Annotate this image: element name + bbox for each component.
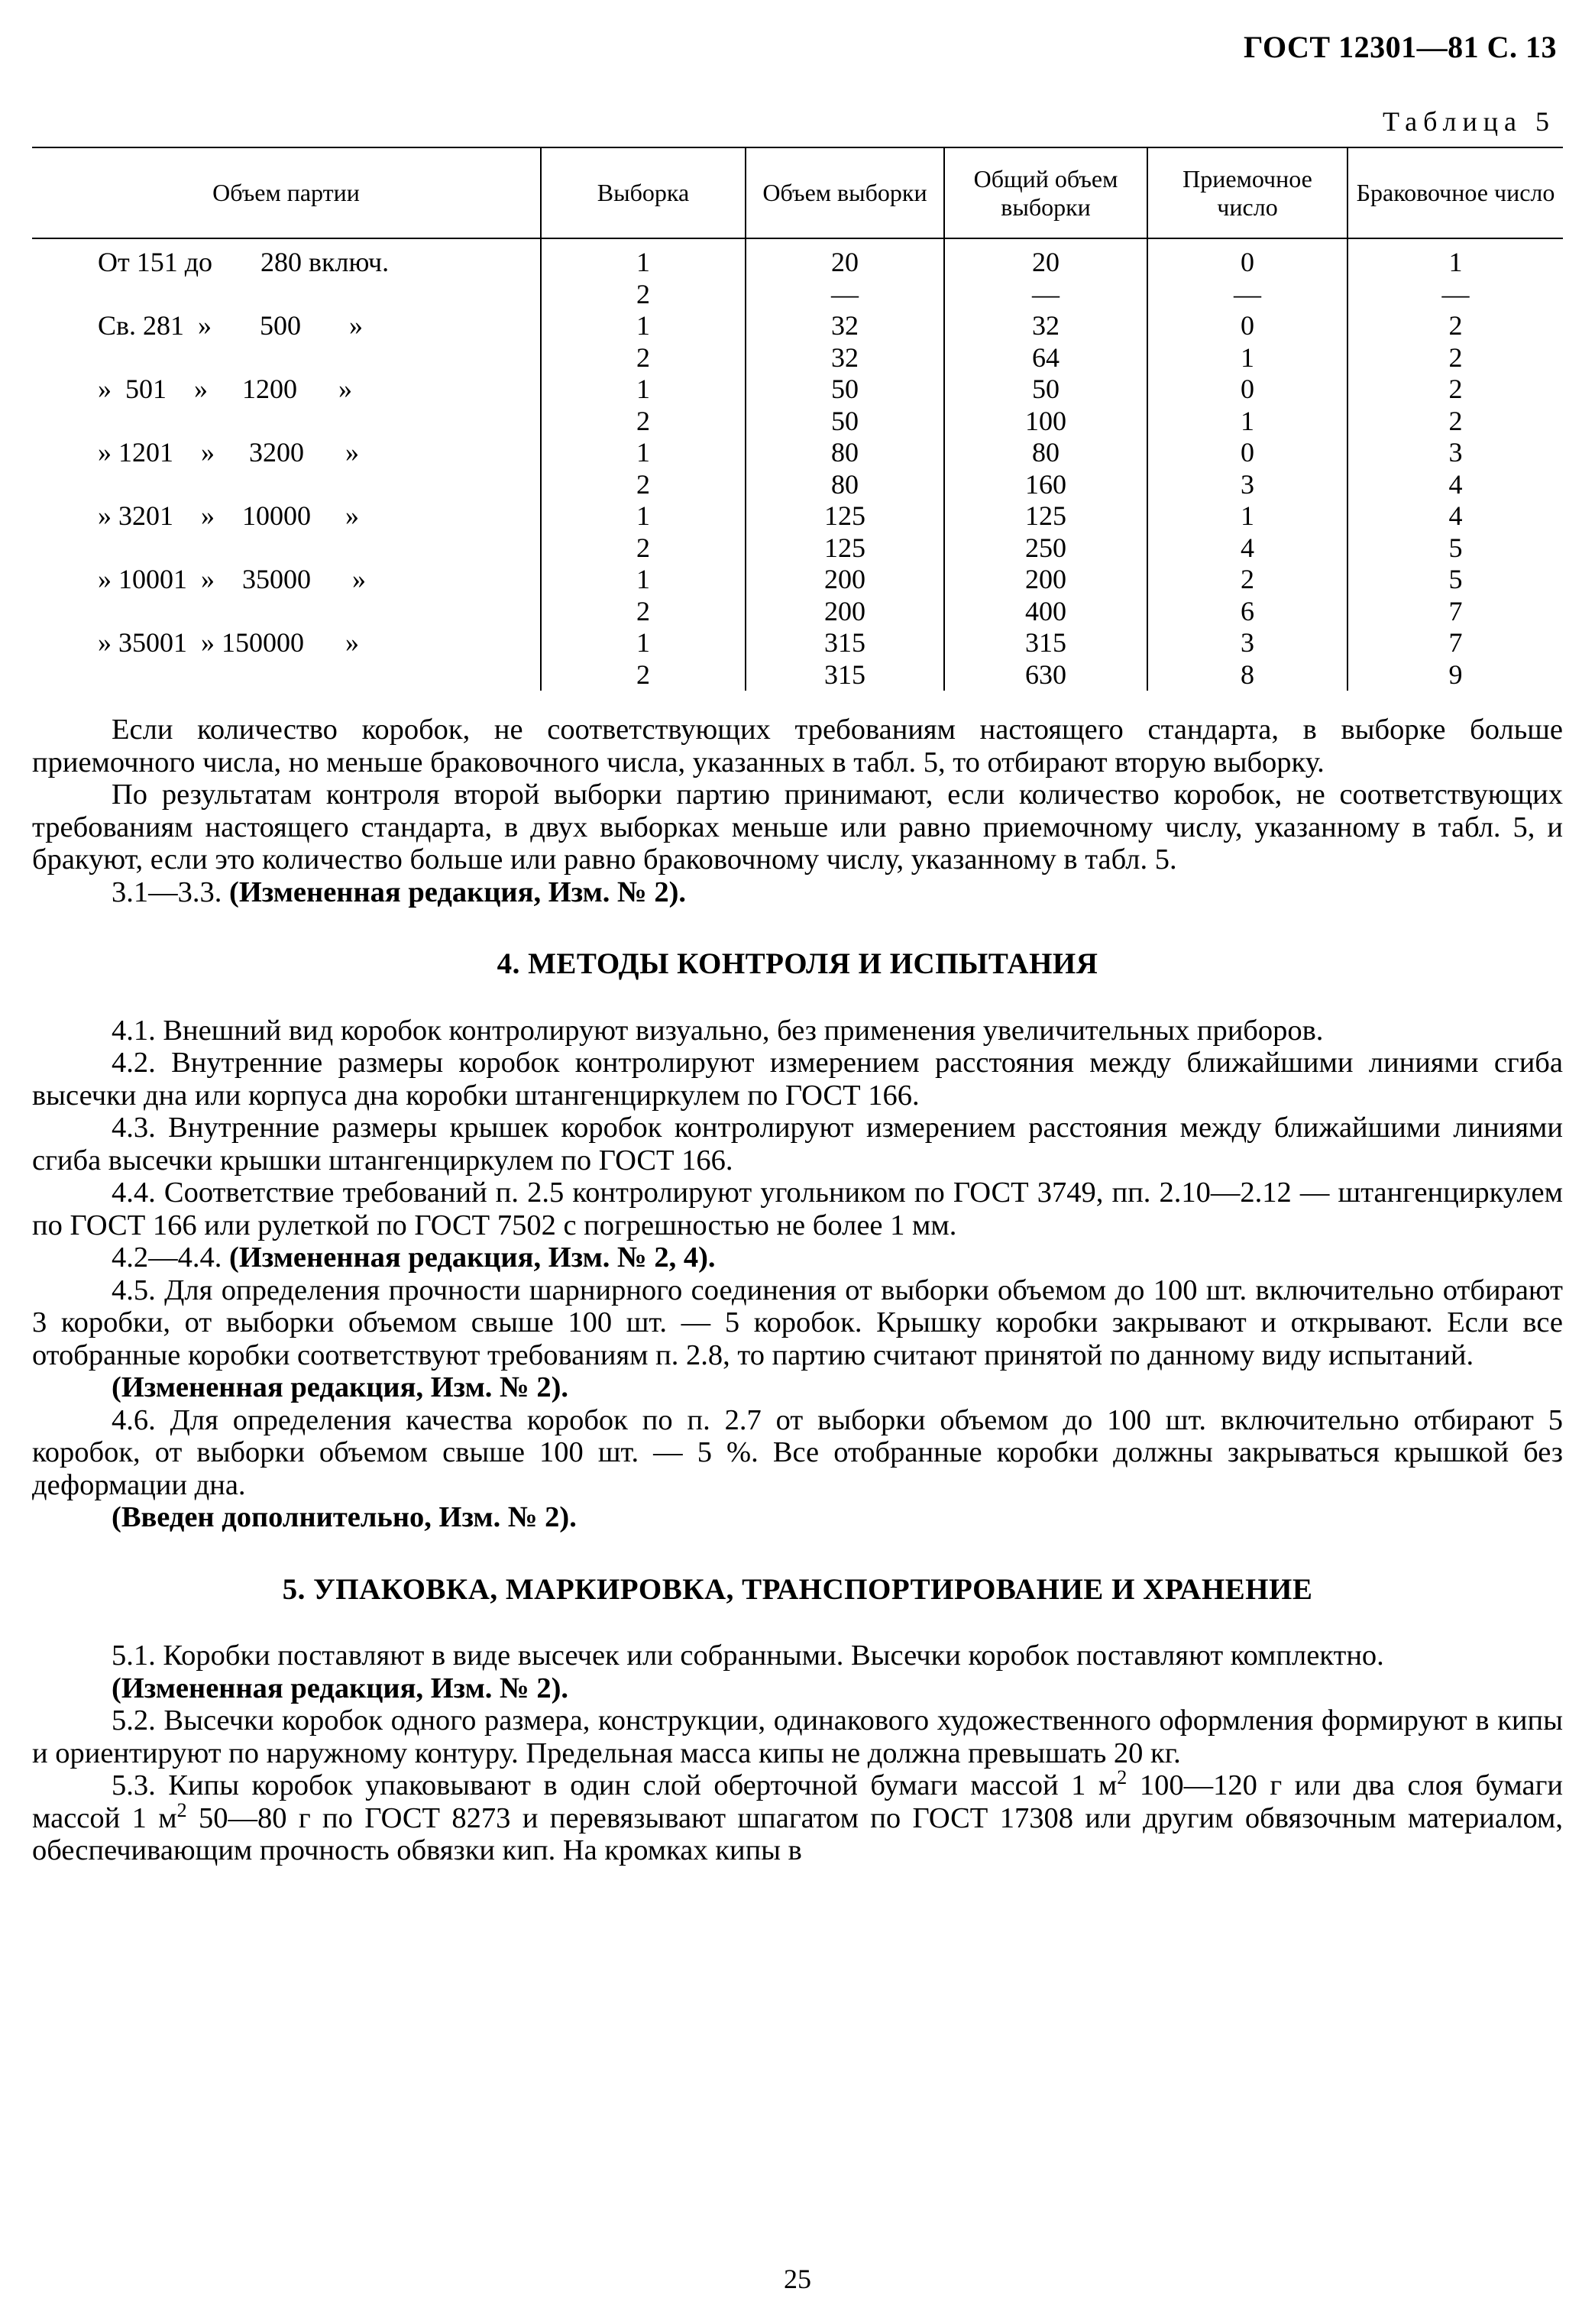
table-cell-reject: 7 — [1348, 627, 1563, 659]
table-cell-volume: 50 — [746, 374, 944, 406]
table-cell-volume: — — [746, 279, 944, 311]
table-cell-total: 50 — [944, 374, 1147, 406]
table-row — [32, 310, 1563, 342]
paragraph: 4.1. Внешний вид коробок контролируют визуально, без применения увеличительных приборов. — [112, 1014, 1324, 1047]
text-run: 50—80 г по ГОСТ 8273 и перевязывают шпагатом по ГОСТ 17308 или другим обвязочным материалом, обеспечивающим прочность обвязки кип. На кромках кипы в — [32, 1801, 1563, 1866]
column-header: Объем выборки — [746, 147, 944, 238]
column-header: Приемочное число — [1147, 147, 1348, 238]
table-cell-total: 315 — [944, 627, 1147, 659]
table-cell-reject: 2 — [1348, 374, 1563, 406]
table-cell-party: » 10001 » 35000 » — [98, 564, 366, 594]
table-row — [32, 437, 1563, 469]
table-cell-reject: 4 — [1348, 469, 1563, 501]
column-header: Объем партии — [32, 147, 541, 238]
table-cell-party — [32, 596, 541, 628]
table-row — [32, 469, 1563, 501]
paragraph: 4.4. Соответствие требований п. 2.5 контролируют угольником по ГОСТ 3749, пп. 2.10—2.12 — штангенциркулем по ГОСТ 166 или рулеткой по ГОСТ 7502 с погрешностью не более 1 мм. — [32, 1177, 1563, 1241]
table-cell-volume: 200 — [746, 596, 944, 628]
table-cell-accept: 3 — [1147, 627, 1348, 659]
table-cell-volume: 315 — [746, 627, 944, 659]
text-run: 100—120 г или два слоя бумаги массой 1 м — [32, 1769, 1563, 1834]
table-cell-total: 32 — [944, 310, 1147, 342]
paragraph: 4.6. Для определения качества коробок по п. 2.7 от выборки объемом до 100 шт. включительно отбирают 5 коробок, от выборки объемом свыше 100 шт. — 5 %. Все отобранные коробки должны закрываться крышкой без деформации дна. — [32, 1403, 1563, 1501]
table-cell-party: » 1201 » 3200 » — [98, 437, 359, 468]
table-cell-accept: 0 — [1147, 310, 1348, 342]
table-cell-volume: 125 — [746, 500, 944, 532]
table-cell-reject: 2 — [1348, 342, 1563, 374]
amendment-label: (Измененная редакция, Изм. № 2). — [112, 1672, 569, 1704]
table-cell-volume: 80 — [746, 469, 944, 501]
table-cell-party — [32, 279, 541, 311]
section-heading: 4. МЕТОДЫ КОНТРОЛЯ И ИСПЫТАНИЯ — [497, 947, 1098, 980]
table-cell-accept: — — [1147, 279, 1348, 311]
table-cell-reject: 3 — [1348, 437, 1563, 469]
table-cell-accept: 1 — [1147, 500, 1348, 532]
clause-ref: 3.1—3.3. — [112, 876, 229, 908]
table-cell-volume: 20 — [746, 238, 944, 279]
table-cell-sample: 2 — [541, 532, 746, 565]
table-cell-total: 64 — [944, 342, 1147, 374]
table-cell-reject: 5 — [1348, 564, 1563, 596]
table-row — [32, 238, 1563, 279]
table-row — [32, 374, 1563, 406]
paragraph: 4.3. Внутренние размеры крышек коробок контролируют измерением расстояния между ближайшими линиями сгиба высечки крышки штангенциркулем по ГОСТ 166. — [32, 1112, 1563, 1177]
table-cell-reject: 2 — [1348, 406, 1563, 438]
text-run: 5.3. Кипы коробок упаковывают в один слой оберточной бумаги массой 1 м — [112, 1769, 1118, 1801]
table-cell-sample: 2 — [541, 406, 746, 438]
paragraph: По результатам контроля второй выборки партию принимают, если количество коробок, не соответствующих требованиям настоящего стандарта, в двух выборках меньше или равно приемочному числу, указанному в табл. 5, и бракуют, если это количество больше или равно браковочному числу, указанному в табл. 5. — [32, 778, 1563, 876]
table-cell-party: » 501 » 1200 » — [98, 374, 352, 404]
table-cell-sample: 2 — [541, 342, 746, 374]
table-cell-sample: 1 — [541, 500, 746, 532]
table-cell-sample: 2 — [541, 469, 746, 501]
table-cell-total: 630 — [944, 659, 1147, 691]
column-header: Браковочное число — [1348, 147, 1563, 238]
document-header: ГОСТ 12301—81 С. 13 — [1243, 30, 1557, 64]
table-cell-total: — — [944, 279, 1147, 311]
table-cell-party — [32, 659, 541, 691]
paragraph: 4.2. Внутренние размеры коробок контролируют измерением расстояния между ближайшими линиями сгиба высечки дна или корпуса дна коробки штангенциркулем по ГОСТ 166. — [32, 1047, 1563, 1112]
column-header: Общий объем выборки — [944, 147, 1147, 238]
section-heading: 5. УПАКОВКА, МАРКИРОВКА, ТРАНСПОРТИРОВАНИЕ И ХРАНЕНИЕ — [282, 1572, 1313, 1606]
table-cell-accept: 1 — [1147, 342, 1348, 374]
table-cell-volume: 315 — [746, 659, 944, 691]
table-row — [32, 659, 1563, 691]
table-cell-party — [32, 406, 541, 438]
table-cell-sample: 1 — [541, 374, 746, 406]
table-cell-accept: 2 — [1147, 564, 1348, 596]
table-cell-total: 125 — [944, 500, 1147, 532]
table-cell-volume: 80 — [746, 437, 944, 469]
table-cell-accept: 1 — [1147, 406, 1348, 438]
table-cell-total: 160 — [944, 469, 1147, 501]
table-cell-party: Св. 281 » 500 » — [98, 310, 364, 341]
table-row — [32, 596, 1563, 628]
table-cell-total: 80 — [944, 437, 1147, 469]
table-row — [32, 406, 1563, 438]
table-cell-sample: 2 — [541, 596, 746, 628]
superscript: 2 — [1117, 1766, 1128, 1788]
table-cell-party: От 151 до 280 включ. — [98, 247, 390, 277]
table-cell-total: 100 — [944, 406, 1147, 438]
table-cell-sample: 1 — [541, 564, 746, 596]
table-cell-party — [32, 532, 541, 565]
table-cell-accept: 8 — [1147, 659, 1348, 691]
table-cell-sample: 2 — [541, 279, 746, 311]
table-cell-reject: 9 — [1348, 659, 1563, 691]
sampling-table — [32, 147, 1563, 691]
amendment-label: (Измененная редакция, Изм. № 2). — [229, 876, 687, 908]
table-cell-volume: 32 — [746, 310, 944, 342]
amendment-note — [32, 1241, 1563, 1274]
table-cell-party — [32, 342, 541, 374]
table-cell-sample: 2 — [541, 659, 746, 691]
table-header-row — [32, 147, 1563, 238]
paragraph: 4.5. Для определения прочности шарнирного соединения от выборки объемом до 100 шт. включительно отбирают 3 коробки, от выборки объемом свыше 100 шт. — 5 коробок. Крышку коробки закрывают и открывают. Если все отобранные коробки соответствуют требованиям п. 2.8, то партию считают принятой по данному виду испытаний. — [32, 1274, 1563, 1371]
amendment-label: (Измененная редакция, Изм. № 2, 4). — [229, 1241, 716, 1274]
table-cell-party — [32, 469, 541, 501]
paragraph: 5.1. Коробки поставляют в виде высечек или собранными. Высечки коробок поставляют комплектно. — [112, 1639, 1384, 1672]
table-cell-sample: 1 — [541, 238, 746, 279]
table-cell-sample: 1 — [541, 437, 746, 469]
table-cell-party: » 35001 » 150000 » — [98, 627, 359, 658]
table-cell-sample: 1 — [541, 627, 746, 659]
paragraph: Если количество коробок, не соответствующих требованиям настоящего стандарта, в выборке больше приемочного числа, но меньше браковочного числа, указанных в табл. 5, то отбирают вторую выборку. — [32, 714, 1563, 778]
table-body — [32, 238, 1563, 691]
table-cell-volume: 32 — [746, 342, 944, 374]
paragraph — [32, 1766, 1563, 1867]
table-cell-volume: 50 — [746, 406, 944, 438]
table-cell-reject: 7 — [1348, 596, 1563, 628]
table-cell-accept: 0 — [1147, 238, 1348, 279]
clause-ref: 4.2—4.4. — [112, 1241, 229, 1274]
table-cell-reject: 4 — [1348, 500, 1563, 532]
table-cell-accept: 4 — [1147, 532, 1348, 565]
table-cell-party: » 3201 » 10000 » — [98, 500, 359, 531]
table-cell-reject: — — [1348, 279, 1563, 311]
table-cell-accept: 0 — [1147, 437, 1348, 469]
table-cell-total: 20 — [944, 238, 1147, 279]
table-cell-volume: 200 — [746, 564, 944, 596]
table-caption: Таблица 5 — [1383, 106, 1555, 137]
table-cell-accept: 6 — [1147, 596, 1348, 628]
amendment-label: (Измененная редакция, Изм. № 2). — [112, 1371, 569, 1403]
table-cell-total: 200 — [944, 564, 1147, 596]
table-row — [32, 279, 1563, 311]
table-row — [32, 500, 1563, 532]
amendment-label: (Введен дополнительно, Изм. № 2). — [112, 1501, 577, 1533]
table-cell-reject: 1 — [1348, 238, 1563, 279]
table-row — [32, 564, 1563, 596]
table-cell-reject: 5 — [1348, 532, 1563, 565]
table-row — [32, 532, 1563, 565]
body-text — [32, 714, 1563, 1867]
amendment-note — [32, 876, 1563, 909]
table-cell-total: 250 — [944, 532, 1147, 565]
table-cell-reject: 2 — [1348, 310, 1563, 342]
paragraph: 5.2. Высечки коробок одного размера, конструкции, одинакового художественного оформления формируют в кипы и ориентируют по наружному контуру. Предельная масса кипы не должна превышать 20 кг. — [32, 1704, 1563, 1769]
table-row — [32, 627, 1563, 659]
table-cell-volume: 125 — [746, 532, 944, 565]
table-row — [32, 342, 1563, 374]
table-cell-accept: 0 — [1147, 374, 1348, 406]
table-cell-accept: 3 — [1147, 469, 1348, 501]
page-number: 25 — [784, 2264, 811, 2294]
table-cell-sample: 1 — [541, 310, 746, 342]
table-cell-total: 400 — [944, 596, 1147, 628]
column-header: Выборка — [541, 147, 746, 238]
superscript: 2 — [176, 1798, 187, 1821]
